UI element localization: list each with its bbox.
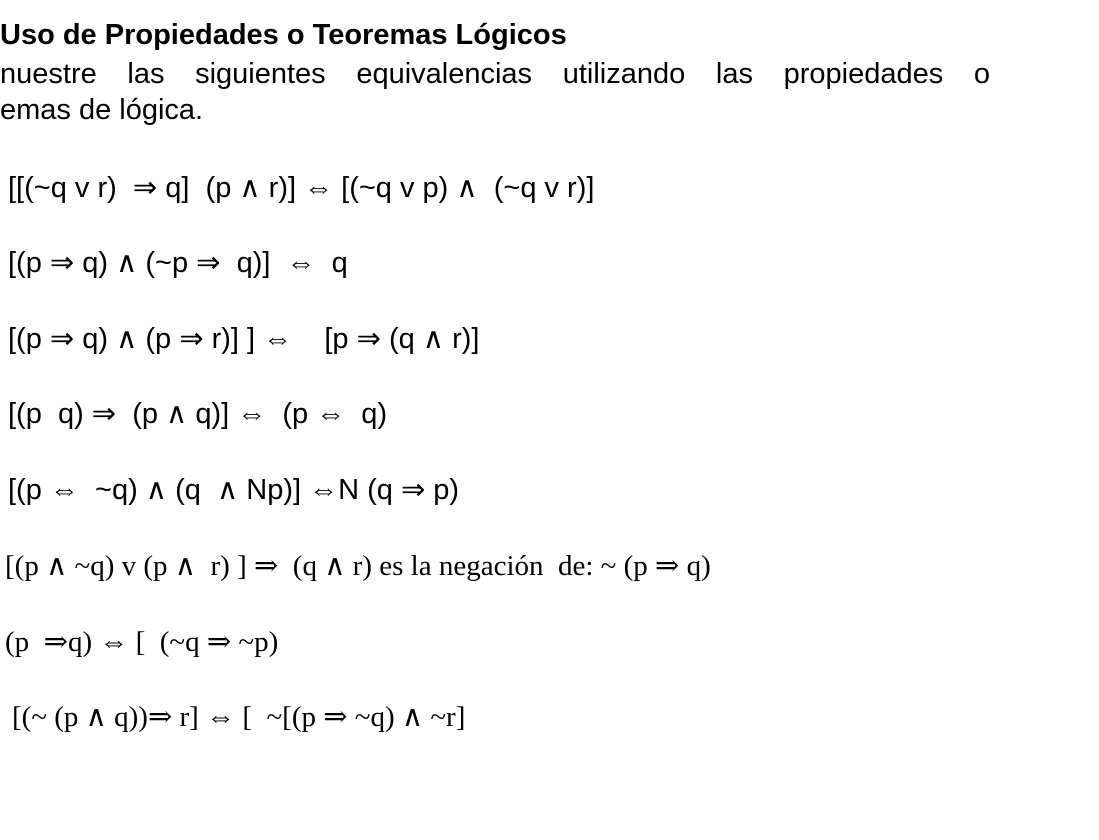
equivalence-7: (p ⇒q) ⇔ [ (~q ⇒ ~p): [5, 626, 279, 658]
equivalence-8: [(~ (p ∧ q))⇒ r] ⇔ [ ~[(p ⇒ ~q) ∧ ~r]: [12, 701, 466, 733]
equivalence-2: [(p ⇒ q) ∧ (~p ⇒ q)] ⇔ q: [8, 247, 348, 279]
equivalence-1: [[(~q v r) ⇒ q] (p ∧ r)] ⇔ [(~q v p) ∧ (~q v r)]: [8, 172, 595, 204]
equivalence-4: [(p q) ⇒ (p ∧ q)] ⇔ (p ⇔ q): [8, 398, 388, 430]
equivalence-3: [(p ⇒ q) ∧ (p ⇒ r)] ] ⇔ [p ⇒ (q ∧ r)]: [8, 323, 480, 355]
equivalence-6: [(p ∧ ~q) v (p ∧ r) ] ⇒ (q ∧ r) es la negación de: ~ (p ⇒ q): [5, 550, 711, 582]
instructions-line-2: emas de lógica.: [0, 94, 204, 126]
section-title: Uso de Propiedades o Teoremas Lógicos: [0, 19, 567, 51]
instructions-line-1: nuestre las siguientes equivalencias utilizando las propiedades o: [0, 58, 990, 90]
equivalence-5: [(p ⇔ ~q) ∧ (q ∧ Np)] ⇔N (q ⇒ p): [8, 474, 460, 506]
